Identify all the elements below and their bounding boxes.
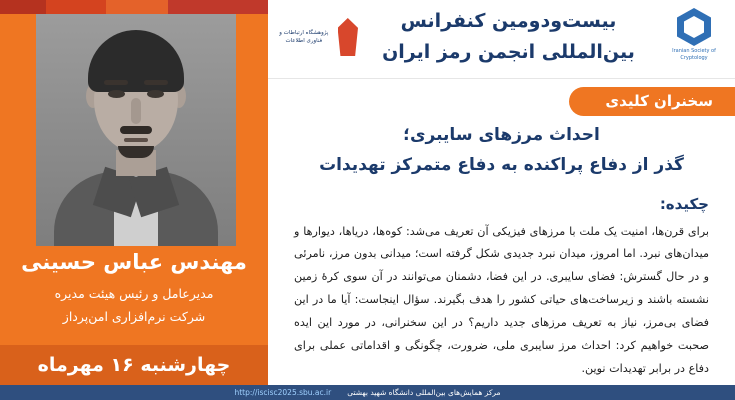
top-color-strip [0,0,268,14]
ictrc-logo [274,8,358,66]
abstract-label: چکیده: [659,194,709,213]
status-badge: سخنران کلیدی [569,87,735,116]
event-date: چهارشنبه ۱۶ مهرماه [37,354,231,376]
photo-eyebrow-right [144,80,168,85]
poster-footer [0,385,735,400]
speaker-photo [36,14,236,246]
hexagon-icon [677,8,711,46]
speaker-role-line1: مدیرعامل و رئیس هیئت مدیره [54,286,214,301]
strip-segment-a [0,0,46,14]
keynote-badge-wrap [268,79,735,121]
speaker-panel [0,0,268,400]
isc-logo [659,8,729,68]
footer-venue: مرکز همایش‌های بین‌المللی دانشگاه شهید بهشتی [347,388,501,397]
photo-eyebrow-left [104,80,128,85]
photo-nose [131,98,141,124]
conference-title-line2: بین‌المللی انجمن رمز ایران [382,41,635,64]
ictrc-logo-caption: پژوهشگاه ارتباطات و فناوری اطلاعات [279,29,329,44]
footer-url[interactable]: http://iscisc2025.sbu.ac.ir [234,388,332,397]
conference-header [268,0,735,79]
strip-segment-c [106,0,168,14]
photo-eye-right [147,90,164,98]
photo-eye-left [108,90,125,98]
conference-title [360,6,657,69]
photo-mouth [124,138,148,142]
speaker-role-line2: شرکت نرم‌افزاری امن‌پرداز [62,308,206,324]
talk-title-line2: گذر از دفاع پراکنده به دفاع متمرکز تهدیدات [319,154,684,175]
conference-title-line1: بیست‌ودومین کنفرانس [400,10,617,32]
event-date-band [0,345,268,385]
shield-icon [338,18,358,56]
talk-title-line1: احداث مرزهای سایبری؛ [403,125,600,145]
speaker-name: مهندس عباس حسینی [21,250,247,274]
abstract-text: برای قرن‌ها، امنیت یک ملت با مرزهای فیزیکی آن تعریف می‌شد: کوه‌ها، دریاها، دیوارها و میدان‌های نبرد. اما امروز، میدان نبرد جدیدی شکل گرفته است؛ میدانی بدون مرز، نامرئی و در حال گسترش: فضای سایبری. در این فضا، دشمنان می‌توانند در آن سوی کرهٔ زمین نشسته باشند و زیرساخت‌های حیاتی کشور را هدف بگیرند. سؤال اینجاست: آیا ما در این فضای بی‌مرز، نیاز به تعریف مرزهای جدید داریم؟ در این سخنرانی، در مورد این ایده صحبت خواهیم کرد: احداث مرز سایبری ملی، ضرورت، چگونگی و اقداماتی عملی برای دفاع در برابر تهدیدات نوین. [294,224,709,376]
talk-title [294,121,709,181]
photo-moustache [120,126,152,134]
speaker-role [0,283,268,328]
strip-segment-b [46,0,106,14]
isc-logo-caption-en: Iranian Society of Cryptology [672,48,716,61]
content-panel [268,0,735,400]
